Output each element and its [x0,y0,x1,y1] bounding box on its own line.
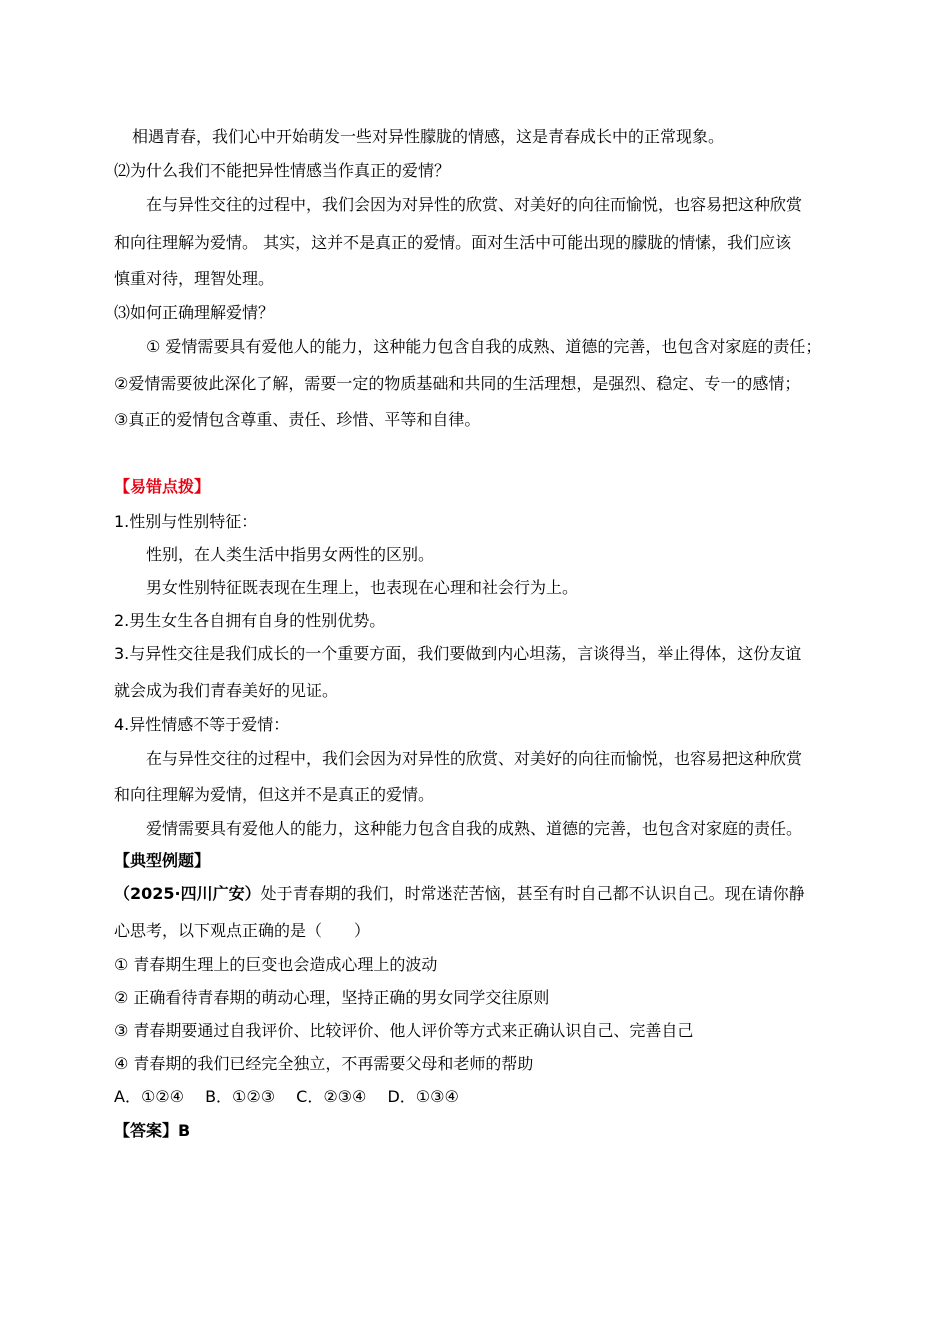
example-answer: 【答案】B [114,1121,191,1140]
question-3-heading: ⑶如何正确理解爱情？ [114,303,275,322]
pitfall-item-detail: 性别，在人类生活中指男女两性的区别。 [146,545,435,564]
question-3-point: ① 爱情需要具有爱他人的能力，这种能力包含自我的成熟、道德的完善，也包含对家庭的责任； [146,337,822,356]
question-2-text-line: 在与异性交往的过程中，我们会因为对异性的欣赏、对美好的向往而愉悦，也容易把这种欣赏 [146,195,803,214]
example-stem-continued: 心思考，以下观点正确的是（ ） [114,921,371,940]
question-2-text-line: 慎重对待，理智处理。 [114,269,275,288]
example-source: （2025·四川广安） [114,884,261,903]
question-3-point: ②爱情需要彼此深化了解，需要一定的物质基础和共同的生活理想，是强烈、稳定、专一的感情； [114,374,801,393]
example-stem [114,883,805,905]
example-option: ② 正确看待青春期的萌动心理，坚持正确的男女同学交往原则 [114,988,550,1007]
pitfalls-title: 【易错点拨】 [114,477,211,496]
question-2-text-line: 和向往理解为爱情。 其实，这并不是真正的爱情。面对生活中可能出现的朦胧的情愫，我们应该 [114,233,792,252]
example-option: ① 青春期生理上的巨变也会造成心理上的波动 [114,955,438,974]
pitfall-item-detail: 在与异性交往的过程中，我们会因为对异性的欣赏、对美好的向往而愉悦，也容易把这种欣赏 [146,749,803,768]
pitfall-item-detail: 和向往理解为爱情，但这并不是真正的爱情。 [114,785,435,804]
question-2-heading: ⑵为什么我们不能把异性情感当作真正的爱情？ [114,161,451,180]
pitfall-item: 3.与异性交往是我们成长的一个重要方面，我们要做到内心坦荡，言谈得当，举止得体，这份友谊 [114,644,802,663]
pitfall-item: 2.男生女生各自拥有自身的性别优势。 [114,611,386,630]
pitfall-item: 4.异性情感不等于爱情： [114,715,290,734]
example-option: ③ 青春期要通过自我评价、比较评价、他人评价等方式来正确认识自己、完善自己 [114,1021,694,1040]
pitfall-item: 1.性别与性别特征： [114,512,258,531]
question-3-point: ③真正的爱情包含尊重、责任、珍惜、平等和自律。 [114,410,481,429]
pitfall-item-continued: 就会成为我们青春美好的见证。 [114,681,339,700]
example-title: 【典型例题】 [114,851,211,870]
pitfall-item-detail: 爱情需要具有爱他人的能力，这种能力包含自我的成熟、道德的完善，也包含对家庭的责任。 [146,819,803,838]
pitfall-item-detail: 男女性别特征既表现在生理上，也表现在心理和社会行为上。 [146,578,579,597]
example-choices: A．①②④ B．①②③ C．②③④ D．①③④ [114,1087,459,1106]
example-option: ④ 青春期的我们已经完全独立，不再需要父母和老师的帮助 [114,1054,534,1073]
intro-paragraph: 相遇青春，我们心中开始萌发一些对异性朦胧的情感，这是青春成长中的正常现象。 [132,127,725,146]
example-stem-text: 处于青春期的我们，时常迷茫苦恼，甚至有时自己都不认识自己。现在请你静 [260,884,805,903]
